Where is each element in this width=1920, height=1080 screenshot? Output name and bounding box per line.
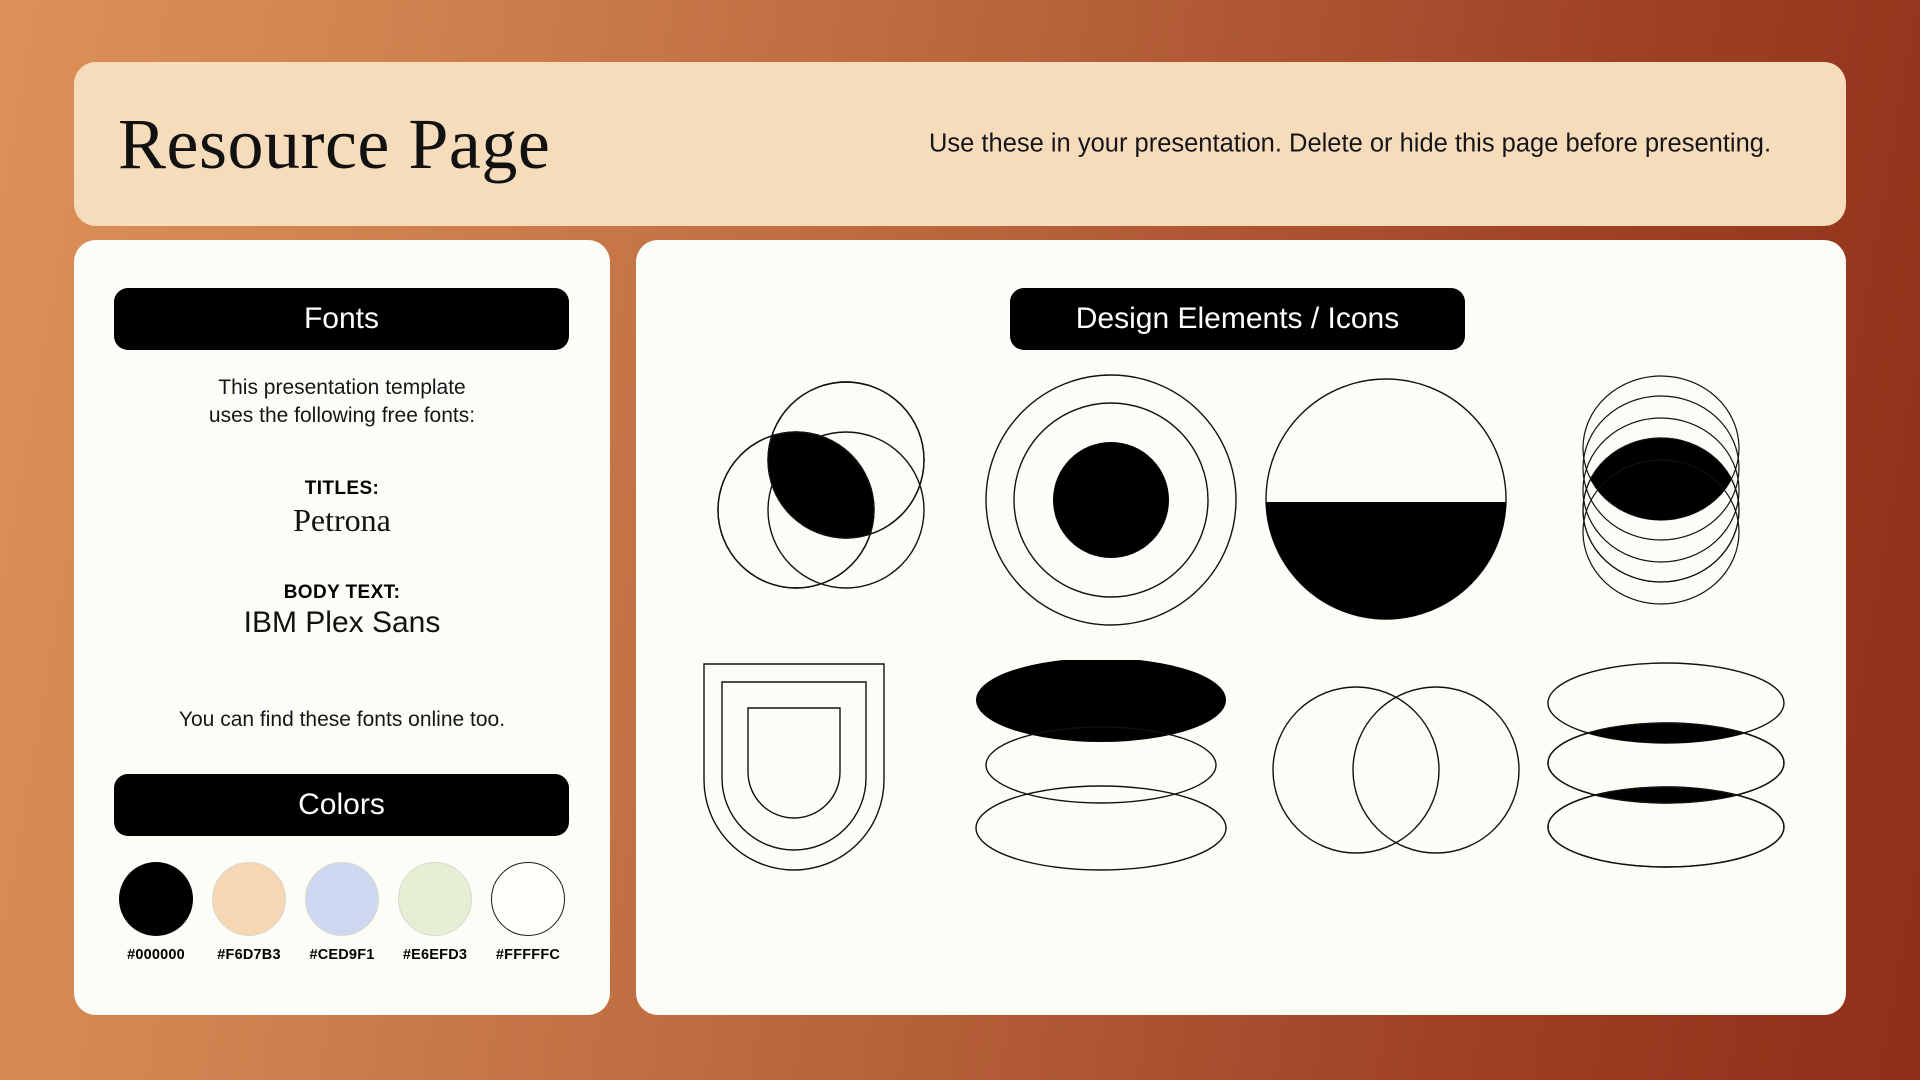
swatch-dot-2 — [212, 862, 286, 936]
color-swatch-list — [116, 862, 568, 963]
design-elements-panel — [636, 240, 1846, 1015]
swatch-dot-1 — [119, 862, 193, 936]
design-elements-heading: Design Elements / Icons — [1010, 288, 1465, 350]
fonts-intro-line-2: uses the following free fonts: — [208, 404, 476, 428]
color-swatch — [209, 862, 289, 963]
nested-arch-outline-icon — [696, 660, 956, 930]
swatch-code-5: #FFFFFC — [495, 947, 561, 963]
stacked-ellipses-filled-top-icon — [956, 660, 1216, 930]
color-swatch — [302, 862, 382, 963]
header-note: Use these in your presentation. Delete or hide this page before presenting. — [929, 129, 1772, 158]
titles-label: TITLES: — [304, 478, 380, 499]
swatch-code-3: #CED9F1 — [309, 947, 375, 963]
swatch-dot-4 — [398, 862, 472, 936]
stacked-ellipses-lens-icon — [1541, 350, 1801, 620]
swatch-code-4: #E6EFD3 — [402, 947, 468, 963]
fonts-heading: Fonts — [114, 288, 569, 350]
fonts-footer-note: You can find these fonts online too. — [178, 708, 506, 731]
swatch-dot-3 — [305, 862, 379, 936]
design-elements-grid — [636, 360, 1846, 1010]
color-swatch — [488, 862, 568, 963]
overlapping-circles-lens-icon — [696, 370, 956, 640]
swatch-dot-5 — [491, 862, 565, 936]
stacked-ellipses-filled-lenses-icon — [1526, 655, 1786, 925]
header-banner — [74, 62, 1846, 226]
fonts-intro-line-1: This presentation template — [218, 376, 466, 399]
fonts-and-colors-panel — [74, 240, 610, 1015]
swatch-code-1: #000000 — [127, 947, 185, 963]
colors-heading: Colors — [114, 774, 569, 836]
half-filled-circle-icon — [1261, 374, 1521, 644]
page-title: Resource Page — [118, 104, 551, 184]
concentric-circles-filled-center-icon — [981, 370, 1241, 640]
swatch-code-2: #F6D7B3 — [217, 947, 281, 963]
two-overlapping-circles-icon — [1251, 675, 1511, 945]
color-swatch — [116, 862, 196, 963]
body-text-label: BODY TEXT: — [283, 582, 401, 603]
body-font-sample: IBM Plex Sans — [243, 606, 441, 639]
fonts-intro — [74, 374, 610, 431]
color-swatch — [395, 862, 475, 963]
titles-font-sample: Petrona — [293, 502, 391, 538]
